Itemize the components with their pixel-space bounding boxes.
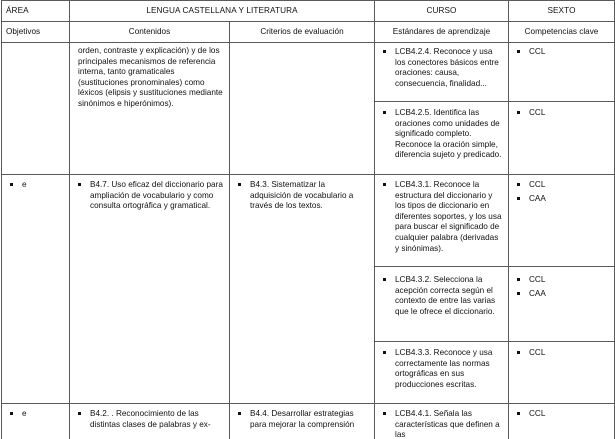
criterio-cell — [230, 404, 375, 439]
objetivo-text: e — [10, 409, 63, 420]
criterio-cell — [230, 175, 375, 404]
course-value: SEXTO — [509, 1, 615, 22]
objetivo-cell — [2, 175, 70, 404]
competencia-item: CCL — [517, 108, 608, 119]
criterio-cell — [230, 43, 375, 175]
table-row — [2, 43, 615, 102]
contenido-text: orden, contraste y explicación) y de los principales mecanismos de referencia interna, tanto gramaticales (sustituciones pronominales) como léxicos (elipsis y sustituciones mediante sinónimos e hiperónimos). — [78, 46, 223, 108]
estandar-cell — [375, 342, 509, 404]
contenido-cell — [70, 404, 230, 439]
subject-title: LENGUA CASTELLANA Y LITERATURA — [70, 1, 375, 22]
competencias-cell — [509, 404, 615, 439]
competencias-cell — [509, 175, 615, 267]
estandar-cell — [375, 404, 509, 439]
competencia-item: CAA — [517, 194, 608, 205]
objetivo-cell — [2, 43, 70, 175]
competencia-item: CCL — [517, 348, 608, 359]
contenido-cell — [70, 43, 230, 175]
competencias-cell — [509, 102, 615, 175]
area-label: ÁREA — [2, 1, 70, 22]
contenido-text: B4.7. Uso eficaz del diccionario para ampliación de vocabulario y como consulta ortográfica y gramatical. — [78, 180, 223, 212]
estandar-text: LCB4.2.5. Identifica las oraciones como unidades de significado completo. Reconoce la oración simple, diferencia sujeto y predicado. — [383, 108, 502, 161]
objetivo-cell — [2, 404, 70, 439]
table-row — [2, 404, 615, 439]
column-objetivos: Objetivos — [2, 22, 70, 43]
estandar-text: LCB4.3.1. Reconoce la estructura del diccionario y los tipos de diccionario en diferentes soportes, y los usa para buscar el significado de cualquier palabra (derivadas y sinónimas). — [383, 180, 502, 254]
column-header-row — [2, 22, 615, 43]
column-estandares: Estándares de aprendizaje — [375, 22, 509, 43]
competencia-item: CCL — [517, 47, 608, 58]
objetivo-text: e — [10, 180, 63, 191]
estandar-cell — [375, 267, 509, 342]
competencias-cell — [509, 342, 615, 404]
competencias-cell — [509, 43, 615, 102]
estandar-text: LCB4.3.2. Selecciona la acepción correcta según el contexto de entre las varias que le ofrece el diccionario. — [383, 275, 502, 317]
competencia-item: CCL — [517, 409, 608, 420]
contenido-cell — [70, 175, 230, 404]
estandar-text: LCB4.3.3. Reconoce y usa correctamente las normas ortográficas en sus producciones escritas. — [383, 348, 502, 390]
competencia-item: CAA — [517, 289, 608, 300]
competencia-item: CCL — [517, 275, 608, 286]
table-row — [2, 175, 615, 267]
course-label: CURSO — [375, 1, 509, 22]
contenido-text: B4.2. . Reconocimiento de las distintas clases de palabras y ex- — [78, 409, 223, 430]
competencia-item: CCL — [517, 180, 608, 191]
estandar-cell — [375, 102, 509, 175]
estandar-cell — [375, 175, 509, 267]
estandar-text: LCB4.2.4. Reconoce y usa los conectores básicos entre oraciones: causa, consecuencia, finalidad... — [383, 47, 502, 89]
criterio-text: B4.4. Desarrollar estrategias para mejorar la comprensión — [238, 409, 368, 430]
estandar-text: LCB4.4.1. Señala las características que definen a las — [383, 409, 502, 439]
column-competencias: Competencias clave — [509, 22, 615, 43]
competencias-cell — [509, 267, 615, 342]
estandar-cell — [375, 43, 509, 102]
header-row — [2, 1, 615, 22]
criterio-text: B4.3. Sistematizar la adquisición de vocabulario a través de los textos. — [238, 180, 368, 212]
curriculum-table — [1, 0, 615, 439]
column-criterios: Criterios de evaluación — [230, 22, 375, 43]
column-contenidos: Contenidos — [70, 22, 230, 43]
